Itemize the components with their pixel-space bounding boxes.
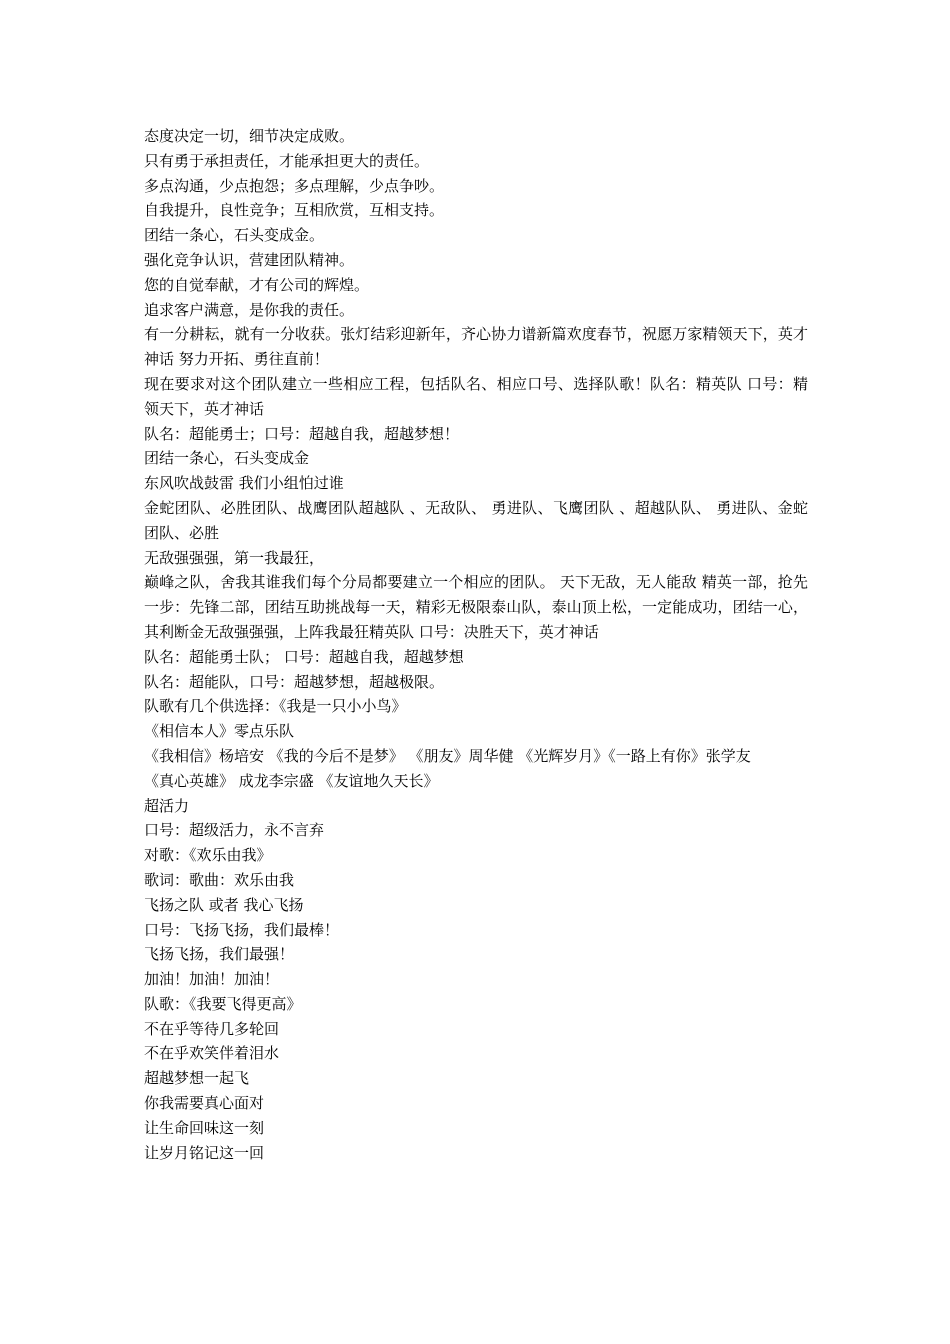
text-line: 团结一条心，石头变成金。 [144,226,325,245]
text-line: 飞扬之队 或者 我心飞扬 [144,895,304,914]
text-paragraph: 《我相信》杨培安 《我的今后不是梦》 《朋友》周华健 《光辉岁月》《一路上有你》张学友 [144,746,751,765]
text-line: 对歌：《欢乐由我》 [144,846,272,865]
lyric-line: 让岁月铭记这一回 [144,1143,265,1162]
lyric-line: 超越梦想一起飞 [144,1069,250,1088]
text-line: 飞扬飞扬，我们最强！ [144,945,295,964]
lyric-line: 不在乎欢笑伴着泪水 [144,1044,280,1063]
text-line: 队名：超能勇士；口号：超越自我，超越梦想！ [144,424,460,443]
text-line: 口号：飞扬飞扬，我们最棒！ [144,920,340,939]
text-line: 东风吹战鼓雷 我们小组怕过谁 [144,474,344,493]
text-line: 团结一条心，石头变成金 [144,449,310,468]
lyric-line: 你我需要真心面对 [144,1094,265,1113]
lyric-line: 不在乎等待几多轮回 [144,1019,280,1038]
text-line: 队歌：《我要飞得更高》 [144,994,302,1013]
text-line: 自我提升，良性竞争；互相欣赏，互相支持。 [144,201,445,220]
text-line: 歌词：歌曲：欢乐由我 [144,870,295,889]
text-line: 多点沟通，少点抱怨；多点理解，少点争吵。 [144,176,445,195]
text-paragraph: 有一分耕耘，就有一分收获。张灯结彩迎新年，齐心协力谱新篇欢度春节，祝愿万家精领天下，英才神话 努力开拓、勇往直前！ [144,325,808,369]
text-paragraph: 巅峰之队，舍我其谁我们每个分局都要建立一个相应的团队。 天下无敌，无人能敌 精英一部，抢先一步：先锋二部，团结互助挑战每一天，精彩无极限泰山队，泰山顶上松，一定能成功，团结一心，其利断金无敌强强强，上阵我最狂精英队 口号：决胜天下，英才神话 [144,573,808,641]
text-line: 只有勇于承担责任，才能承担更大的责任。 [144,151,430,170]
text-line: 强化竞争认识，营建团队精神。 [144,250,355,269]
text-paragraph: 现在要求对这个团队建立一些相应工程，包括队名、相应口号、选择队歌！队名：精英队 口号：精领天下，英才神话 [144,374,808,418]
text-line: 加油！加油！加油！ [144,970,280,989]
text-line: 队歌有几个供选择：《我是一只小小鸟》 [144,697,407,716]
text-line: 您的自觉奉献，才有公司的辉煌。 [144,275,370,294]
lyric-line: 让生命回味这一刻 [144,1118,265,1137]
text-line: 态度决定一切，细节决定成败。 [144,127,355,145]
text-line: 口号：超级活力，永不言弃 [144,821,325,840]
text-line: 超活力 [144,796,190,815]
text-line: 《真心英雄》 成龙李宗盛 《友谊地久天长》 [144,771,439,790]
text-line: 《相信本人》零点乐队 [144,722,295,741]
document-page [144,124,808,1165]
text-paragraph: 金蛇团队、必胜团队、战鹰团队超越队 、无敌队、 勇进队、飞鹰团队 、超越队队、 勇进队、金蛇团队、必胜 [144,498,808,542]
text-line: 队名：超能队，口号：超越梦想，超越极限。 [144,672,445,691]
text-line: 无敌强强强，第一我最狂， [144,548,325,567]
text-line: 追求客户满意，是你我的责任。 [144,300,355,319]
text-line: 队名：超能勇士队； 口号：超越自我，超越梦想 [144,647,464,666]
